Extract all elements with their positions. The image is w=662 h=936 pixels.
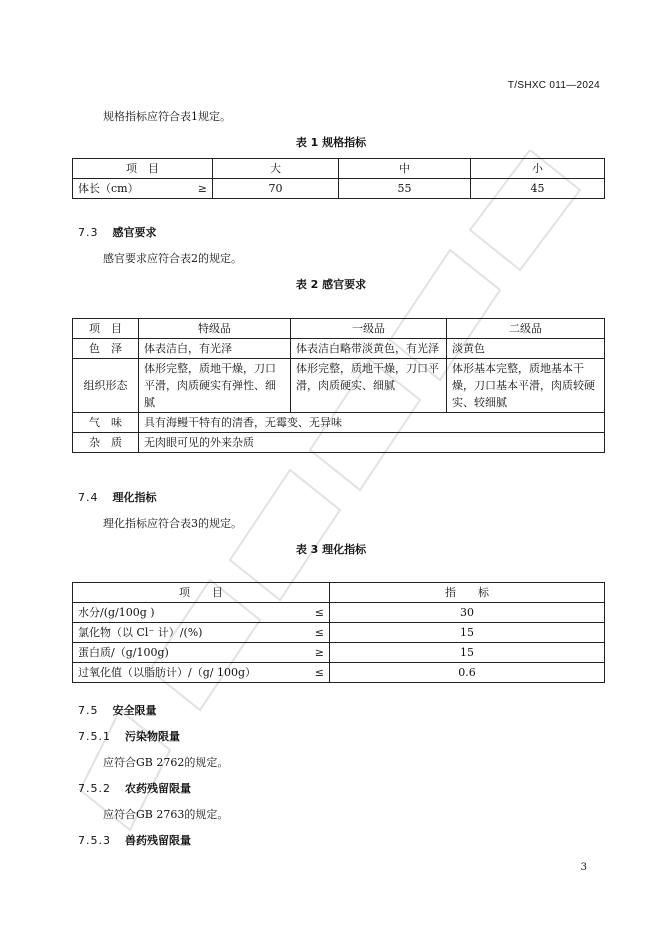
section-title: 兽药残留限量 [125,834,191,847]
sensory-intro-text: 感官要求应符合表2的规定。 [103,252,242,265]
table-row [73,413,605,433]
section-number: 7.5.1 [78,730,111,743]
page-number: 3 [580,862,587,873]
table-row [73,663,605,683]
table-header-row [73,583,605,603]
value-cell: 55 [339,179,471,199]
table-row [73,179,605,199]
value-cell: 15 [330,623,605,643]
comparison-sign: ≤ [314,606,324,619]
spec-intro-text: 规格指标应符合表1规定。 [103,110,231,123]
table3-caption: 表 3 理化指标 [295,543,367,556]
section-heading-7-3 [78,224,157,240]
value-cell: 0.6 [330,663,605,683]
table-header-row [73,159,605,179]
value-cell: 15 [330,643,605,663]
row-label: 杂 质 [73,433,139,453]
header-cell: 项 目 [73,319,139,339]
header-cell: 二级品 [447,319,605,339]
row-label: 色 泽 [73,339,139,359]
table1-caption: 表 1 规格指标 [295,136,367,149]
value-cell: 体形基本完整，质地基本干燥，刀口基本平滑，肉质较硬实、较细腻 [447,359,605,413]
section-title: 理化指标 [112,491,157,504]
section-number: 7.4 [78,491,99,504]
row-label: 过氧化值（以脂肪计）/（g/ 100g） [78,666,256,679]
value-cell: 体表洁白略带淡黄色，有光泽 [291,339,447,359]
header-cell: 项 目 [73,159,213,179]
row-label: 蛋白质/（g/100g) [78,646,169,659]
value-cell: 45 [471,179,605,199]
standard-number: T/SHXC 011—2024 [507,80,600,91]
table-row [73,623,605,643]
section-number: 7.5 [78,704,99,717]
section-heading-7-5-2 [78,780,191,796]
section-number: 7.5.3 [78,834,111,847]
row-label-cell [73,663,330,683]
row-label: 体长（cm） [78,182,139,195]
sensory-table [72,318,605,453]
spec-table [72,158,605,199]
phys-intro-text: 理化指标应符合表3的规定。 [103,517,242,530]
table2-caption: 表 2 感官要求 [295,278,367,291]
table-row [73,339,605,359]
row-label-cell [73,643,330,663]
header-cell: 项 目 [73,583,330,603]
value-cell: 淡黄色 [447,339,605,359]
section-number: 7.5.2 [78,782,111,795]
row-label: 气 味 [73,413,139,433]
value-cell: 30 [330,603,605,623]
header-cell: 一级品 [291,319,447,339]
row-label: 水分/(g/100g ) [78,606,155,619]
table-row [73,603,605,623]
comparison-sign: ≤ [314,666,324,679]
section-heading-7-4 [78,489,157,505]
value-cell: 体形完整，质地干燥，刀口平滑，肉质硬实有弹性、细腻 [139,359,291,413]
header-cell: 小 [471,159,605,179]
pesticide-text: 应符合GB 2763的规定。 [103,808,229,821]
table-row [73,359,605,413]
row-label: 组织形态 [73,359,139,413]
comparison-sign: ≤ [314,626,324,639]
section-heading-7-5 [78,702,157,718]
row-label-cell [73,179,213,199]
header-cell: 中 [339,159,471,179]
row-label-cell [73,623,330,643]
row-label-cell [73,603,330,623]
value-cell: 无肉眼可见的外来杂质 [139,433,605,453]
value-cell: 70 [213,179,339,199]
value-cell: 体形完整，质地干燥，刀口平滑，肉质硬实、细腻 [291,359,447,413]
table-header-row [73,319,605,339]
row-label: 氯化物（以 Cl⁻ 计）/(%) [78,626,203,639]
section-heading-7-5-1 [78,728,180,744]
section-number: 7.3 [78,226,99,239]
header-cell: 大 [213,159,339,179]
physicochemical-table [72,582,605,683]
section-title: 农药残留限量 [125,782,191,795]
section-title: 污染物限量 [125,730,180,743]
section-title: 感官要求 [112,226,157,239]
contaminant-text: 应符合GB 2762的规定。 [103,756,229,769]
table-row [73,433,605,453]
value-cell: 具有海鳗干特有的清香，无霉变、无异味 [139,413,605,433]
value-cell: 体表洁白，有光泽 [139,339,291,359]
section-title: 安全限量 [112,704,157,717]
header-cell: 特级品 [139,319,291,339]
table-row [73,643,605,663]
section-heading-7-5-3 [78,832,191,848]
header-cell: 指 标 [330,583,605,603]
comparison-sign: ≥ [197,182,207,195]
comparison-sign: ≥ [314,646,324,659]
